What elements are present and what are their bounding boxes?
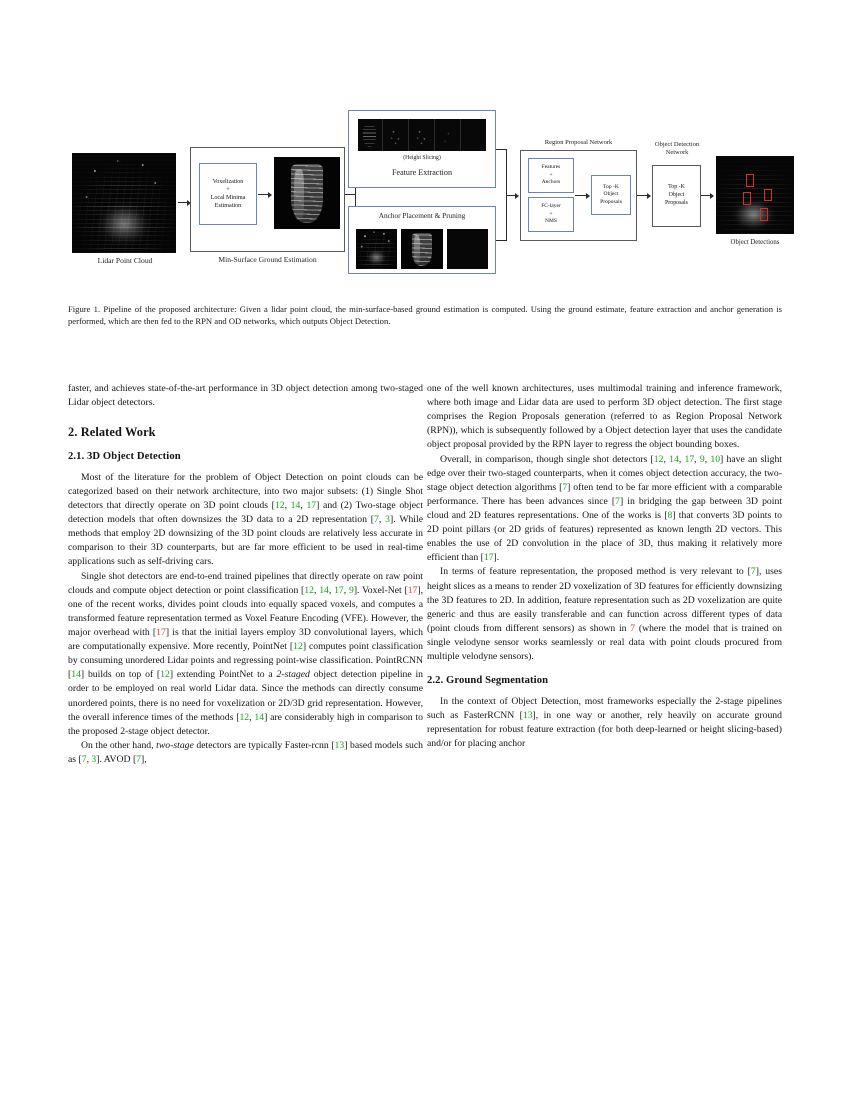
anchor-thumbnail-row (356, 229, 488, 269)
citation-12[interactable]: 12 (653, 453, 664, 465)
voxelization-line-2: + (226, 186, 230, 193)
left-paragraph-1 (68, 471, 423, 570)
citation-17[interactable]: 17 (483, 552, 494, 564)
citation-12[interactable]: 12 (293, 641, 303, 653)
height-slice-5 (462, 119, 486, 151)
arrow-head-rpn-internal (586, 193, 590, 199)
lp1-d: , (300, 500, 307, 512)
rp2-f: ] have an slight edge over their two-staged counterparts, when it comes object detection accuracy, the two-stage object detection algorithms [ (427, 453, 782, 493)
fc-nms-line-3: NMS (545, 218, 557, 225)
lp2-e: ]. Voxel-Net [ (353, 584, 408, 596)
topk-proposals-od-block (653, 166, 700, 226)
height-slice-strip (358, 119, 486, 151)
lp1-e: ] and (2) Two-stage object detection models that often downsizes the 3D data to a 2D representation [ (68, 500, 424, 526)
lp2-m: ] are considerably high in comparison to the proposed 2-stage object detector. (68, 711, 424, 737)
object-detections-label: Object Detections (730, 239, 780, 246)
citation-12[interactable]: 12 (274, 500, 285, 512)
height-slicing-label: (Height Slicing) (403, 155, 441, 161)
rp4-b: ], in one way or another, rely heavily on accurate ground representation for robust feature extraction (for both deep-learned or height slicing-based) and/or for placing anchor (427, 710, 782, 750)
bus-out-of-ground-estimation (345, 194, 355, 195)
lp2-c: , (328, 584, 335, 596)
lp2-l: , (249, 711, 255, 723)
left-column (68, 382, 423, 767)
citation-9[interactable]: 9 (699, 453, 705, 465)
citation-17[interactable]: 17 (684, 453, 695, 465)
fc-nms-block (528, 197, 574, 232)
topk-od-line-3: Proposals (665, 199, 688, 206)
citation-14[interactable]: 14 (71, 669, 81, 681)
topk-proposals-rpn-block (591, 175, 631, 215)
rp2-b: , (663, 453, 670, 465)
lp1-b: , (284, 500, 291, 512)
fc-nms-line-2: + (549, 210, 553, 217)
left-paragraph-3 (68, 739, 423, 767)
lp2-b: , (313, 584, 320, 596)
rp2-d: , (694, 453, 700, 465)
topk-od-line-1: Top -K (668, 184, 685, 191)
detection-box-2 (743, 192, 751, 205)
citation-13[interactable]: 13 (522, 710, 533, 721)
topk-od-line-2: Object (668, 192, 685, 199)
citation-17[interactable]: 17 (306, 500, 317, 512)
feature-extraction-label: Feature Extraction (391, 168, 452, 177)
voxelization-line-1: Voxelization (212, 178, 244, 185)
height-slice-1 (358, 119, 383, 151)
anchor-thumbnail-2 (401, 229, 442, 269)
rp2-i: ] that converts 3D points to 2D point pillars (or 2D grids of features) represented as known length 2D vectors. This enables the use of 2D convolution in the place of 3D, thus making it relatively more efficient than [ (427, 509, 782, 564)
features-anchors-line-1: Features (541, 164, 561, 171)
lp3-b: detectors are typically Faster-rcnn [ (193, 739, 335, 751)
right-paragraph-1: one of the well known architectures, uses multimodal training and inference framework, where both image and Lidar data are used to perform 3D object detection. The first stage comprises the Region Proposals generation (referred to as Region Proposal Network (RPN)), which is subsequently followed by a Object detection layer that uses the candidate object proposal provided by the RPN layer to regress the object bounding boxes. (427, 383, 782, 451)
voxelization-block (199, 163, 257, 225)
join-anchor-out (496, 240, 506, 241)
arrow-head-voxelization (268, 192, 272, 198)
region-proposal-network-label: Region Proposal Network (544, 139, 613, 146)
arrow-head-into-rpn (515, 193, 519, 199)
arrow-head-rpn-to-od (647, 193, 651, 199)
detection-box-1 (746, 174, 754, 187)
left-paragraph-2 (68, 570, 423, 739)
lp3-c: ] based models such as [ (68, 739, 423, 765)
od-network-line-2: Network (665, 148, 689, 156)
lp1-f: , (378, 514, 386, 526)
topk-rpn-line-1: Top -K (603, 183, 619, 190)
citation-14[interactable]: 14 (319, 584, 329, 596)
lidar-point-cloud-label: Lidar Point Cloud (97, 256, 153, 265)
object-detections-image (716, 156, 794, 234)
lp1-g: ]. While methods that employ 2D downsizing of the 3D point clouds are relatively less accurate in comparison to their 3D counterparts, but are far more efficient to be used in real-time applications such as self-driving cars. (68, 514, 423, 568)
lp3-f: ], (141, 753, 147, 765)
citation-3[interactable]: 3 (91, 753, 97, 765)
lp2-k: object detection pipeline in order to be employed on real world Lidar data. Since the methods can directly consume unordered points, there is no need for voxelization or 2D/3D grid representation. However, the overall inference times of the methods [ (68, 669, 423, 723)
min-surface-ground-estimation-label: Min-Surface Ground Estimation (218, 255, 317, 264)
citation-7[interactable]: 7 (81, 753, 87, 765)
subsection-heading-2-1: 2.1. 3D Object Detection (68, 451, 181, 463)
citation-12[interactable]: 12 (239, 711, 250, 723)
citation-12[interactable]: 12 (304, 584, 314, 596)
citation-17-red[interactable]: 17 (156, 627, 166, 638)
rp4-a: In the context of Object Detection, most frameworks especially the 2-stage pipelines such as FasterRCNN [ (427, 695, 782, 721)
lp2-d: , (343, 584, 349, 596)
height-slice-4 (436, 119, 461, 151)
citation-17[interactable]: 17 (334, 584, 344, 596)
rp2-j: ]. (493, 552, 500, 564)
arrow-head-od-to-detections (710, 193, 714, 199)
features-anchors-line-3: Anchors (541, 179, 561, 186)
citation-12[interactable]: 12 (160, 669, 170, 681)
lp2-i: ] builds on top of [ (80, 669, 161, 681)
citation-14[interactable]: 14 (254, 711, 265, 723)
height-slice-2 (384, 119, 409, 151)
citation-3[interactable]: 3 (385, 514, 390, 526)
citation-14[interactable]: 14 (290, 500, 301, 512)
emphasis-two-stage: two-stage (156, 739, 194, 751)
lp3-a: On the other hand, (81, 739, 157, 751)
height-slice-3 (410, 119, 435, 151)
lp2-j: ] extending PointNet to a (169, 669, 277, 681)
citation-9[interactable]: 9 (348, 584, 354, 596)
detection-box-3 (764, 189, 772, 201)
od-network-line-1: Object Detection (654, 141, 700, 148)
citation-7[interactable]: 7 (750, 566, 756, 578)
anchor-thumbnail-1 (356, 229, 397, 269)
rp3-a: In terms of feature representation, the proposed method is very relevant to [ (440, 566, 751, 578)
right-column (427, 382, 782, 751)
right-paragraph-3 (427, 565, 782, 664)
rp2-h: ] in bridging the gap between 3D point cloud and 2D features representations. One of the works is [ (427, 495, 782, 521)
right-paragraph-2 (427, 453, 782, 566)
lp2-h: ] computes point classification by consuming unordered Lidar points and regressing point-wise classification. PointRCNN [ (68, 641, 423, 681)
citation-7[interactable]: 7 (615, 495, 620, 507)
features-anchors-line-2: + (549, 171, 553, 178)
rp2-g: ] often tend to be far more efficient with a comparable performance. There has been advances since [ (427, 481, 782, 507)
emphasis-2-staged: 2-staged (276, 669, 310, 681)
lp3-e: ]. AVOD [ (96, 753, 137, 765)
citation-14[interactable]: 14 (669, 453, 679, 465)
voxelization-line-3: Local Minima (210, 195, 246, 201)
anchor-thumbnail-3 (447, 229, 488, 269)
detection-box-4 (760, 208, 768, 221)
lidar-point-cloud-image (72, 153, 176, 253)
figure-reference-7[interactable]: 7 (630, 622, 636, 634)
ground-estimate-image (274, 157, 340, 229)
citation-8[interactable]: 8 (667, 509, 673, 521)
figure-1-pipeline (68, 105, 782, 285)
citation-7[interactable]: 7 (374, 514, 379, 526)
topk-rpn-line-3: Proposals (600, 198, 622, 205)
rp2-c: , (678, 453, 685, 465)
rp3-c: (where the model that is trained on single velodyne sensor works seamlessly or real data with point clouds procured from multiple velodyne sensors). (427, 622, 782, 663)
fc-nms-line-1: FC-layer (541, 203, 561, 210)
lp2-g: ] is that the initial layers employ 3D convolutional layers, which are computationally expensive. More recently, PointNet [ (68, 627, 423, 653)
object-detection-network-label (636, 141, 718, 156)
figure-caption: Figure 1. Pipeline of the proposed architecture: Given a lidar point cloud, the min-surface-based ground estimation is computed. Using the ground estimate, feature extraction and anchor generation is performed, which are then fed to the RPN and OD networks, which outputs Object Detection. (68, 304, 782, 327)
subsection-heading-2-2: 2.2. Ground Segmentation (427, 675, 549, 687)
features-anchors-block (528, 158, 574, 193)
voxelization-line-4: Estimation (214, 203, 242, 210)
citation-13[interactable]: 13 (334, 739, 345, 751)
lp1-a: Most of the literature for the problem of Object Detection on point clouds can be categorized based on their network architecture, into two major subsets: (1) Single Shot detectors that directly operate on 3D point clouds [ (68, 471, 423, 512)
anchor-placement-label: Anchor Placement & Pruning (378, 211, 466, 220)
rp3-b: ], uses height slices as a means to render 2D voxelization of 3D features for efficiently downsizing the 3D features to 2D. In addition, feature representation such as 2D voxelization are quite generic and thus are easily transferable and can function across different types of data (point clouds from different sensors) as shown in (427, 566, 782, 634)
rp2-e: , (704, 453, 711, 465)
right-paragraph-4 (427, 695, 782, 751)
section-heading-2: 2. Related Work (68, 425, 156, 440)
paragraph-continued: faster, and achieves state-of-the-art performance in 3D object detection among two-staged Lidar object detectors. (68, 383, 423, 409)
lp2-a: Single shot detectors are end-to-end trained pipelines that directly operate on raw point clouds and compute object detection or point classification [ (68, 570, 423, 596)
topk-rpn-line-2: Object (603, 191, 619, 198)
citation-17-red[interactable]: 17 (407, 584, 418, 596)
lp2-f: ], one of the recent works, divides point clouds into equally spaced voxels, and computes a transformed feature representation termed as Voxel Feature Encoding (VFE). However, the major overhead with [ (68, 584, 424, 638)
join-feature-extraction-out (496, 149, 506, 150)
citation-7[interactable]: 7 (136, 753, 142, 765)
lp3-d: , (86, 753, 92, 765)
citation-10[interactable]: 10 (710, 453, 721, 465)
citation-7[interactable]: 7 (562, 481, 568, 493)
rp2-a: Overall, in comparison, though single shot detectors [ (440, 453, 654, 465)
